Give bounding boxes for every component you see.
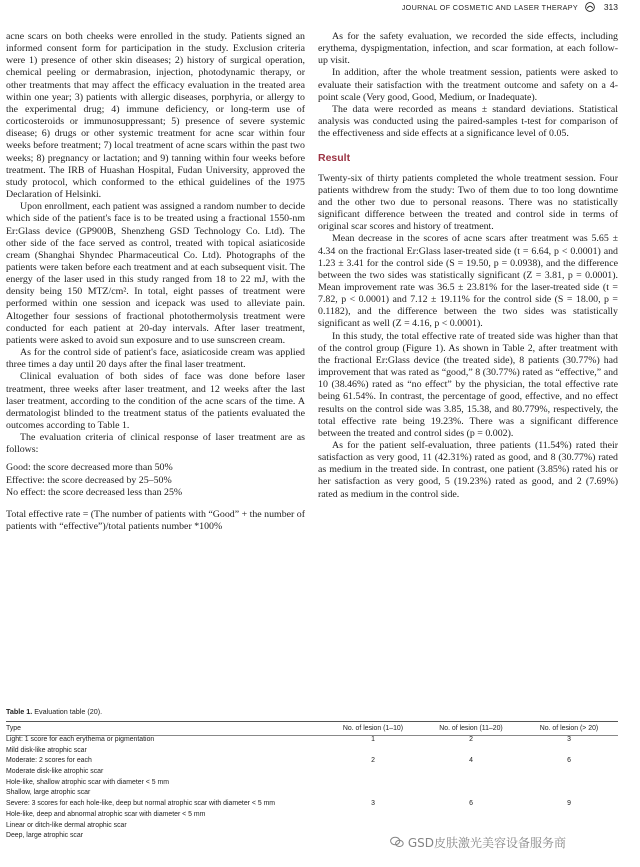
table-cell: 6 [469, 800, 473, 808]
column-header: Type [6, 722, 324, 736]
evaluation-table [6, 721, 618, 843]
table-row [6, 768, 618, 779]
table-cell: Deep, large atrophic scar [6, 832, 83, 840]
table-cell: Linear or ditch-like dermal atrophic scar [6, 821, 127, 829]
column-header: No. of lesion (> 20) [520, 722, 618, 736]
table-cell: Moderate: 2 scores for each [6, 757, 92, 765]
section-heading-result: Result [318, 152, 351, 165]
table-cell: Hole-like, deep and abnormal atrophic scar with diameter < 5 mm [6, 810, 206, 818]
table-cell: Severe: 3 scores for each hole-like, deep but normal atrophic scar with diameter < 5 mm [6, 800, 276, 808]
table-caption [6, 707, 102, 716]
wechat-icon [390, 836, 404, 848]
watermark [390, 834, 566, 851]
paragraph: In this study, the total effective rate of treated side was higher than that of the control group (Figure 1). As shown in Table 2, after treatment with the fractional Er:Glass device (the treated side), 8 patients (30.77%) had improvement that was rated as “good,” 8 (30.77%) rated as “effective,” and 10 (38.46%) rated as “no effect” by the physician, the total effective rate being 61.54%. In contrast, the percentage of good, effective, and no effect results on the control side was 3.85, 15.38, and 80.779%, respectively, the total effective rate being 19.23%. There was a significant difference between the treated and control sides (p = 0.002). [318, 330, 618, 439]
table-cell: 2 [469, 736, 473, 743]
column-header: No. of lesion (11–20) [422, 722, 520, 736]
paragraph: In addition, after the whole treatment session, patients were asked to evaluate their satisfaction with the treatment outcome and safety on a 4-point scale (Very good, Good, Medium, or Inadequate). [318, 67, 618, 103]
table-row [6, 800, 618, 811]
paragraph: Upon enrollment, each patient was assigned a random number to decide which side of the patient's face is to be treated using a fractional 1550-nm Er:Glass device (GP900B, Shenzheng GSD Technology Co. Ltd). The other side of the face served as control, treated with topical asiaticoside cream (Shanghai Shyndec Pharmaceutical Co. Ltd). Photographs of the patients were taken before each treatment and at each subsequent visit. The energy of the laser used in this study ranged from 18 to 22 mJ, with the density being 150 MTZ/cm². In total, eight passes of treatment were performed within one session and icepack was used to alleviate pain. Altogether four sessions of fractional photothermolysis treatment were conducted for each patient at 20-day intervals. After laser treatment, patients were asked to avoid sun exposure and to use sunscreen cream. [6, 201, 305, 346]
table-row [6, 789, 618, 800]
table-cell: Shallow, large atrophic scar [6, 789, 91, 797]
table-cell: 1 [371, 736, 375, 743]
paragraph: The data were recorded as means ± standard deviations. Statistical analysis was conducted using the paired-samples t-test for comparison of the effectiveness and side effects at a significance level of 0.05. [318, 103, 618, 140]
table-row [6, 822, 618, 833]
page-number: 313 [603, 2, 618, 12]
column-header: No. of lesion (1–10) [324, 722, 422, 736]
page-header [0, 0, 640, 16]
table-row [6, 757, 618, 768]
right-column [318, 31, 618, 501]
paragraph: Clinical evaluation of both sides of face was done before laser treatment, three weeks after laser treatment, and 12 weeks after the last laser treatment, according to the condition of the acne scars of the time. A dermatologist blinded to the treatment status of the patients evaluated the outcomes according to Table 1. [6, 371, 305, 431]
table-cell: 4 [469, 757, 473, 765]
criteria-good: Good: the score decreased more than 50% [6, 462, 173, 474]
paragraph: acne scars on both cheeks were enrolled in the study. Patients signed an informed consent form for participation in the study. Exclusion criteria were 1) presence of other skin diseases; 2) history of surgical operation, chemical peeling or dermabrasion, injection, photodynamic therapy, or other treatments that may affect the efficacy evaluation in the treated area within one year; 3) patients with allergic diseases, porphyria, or allergy to the experimental drug; 4) immune deficiency, or long-term use of corticosteroids or immunosuppressant; 5) presence of severe systemic disease; 6) drugs or other systemic treatment for acne scar within four weeks before treatment; 7) local treatment of acne scars within the past two weeks; 8) pregnancy or lactation; and 9) tanning within four weeks before treatment. The IRB of Huashan Hospital, Fudan University, approved the study protocol, which conformed to the ethical guidelines of the 1975 Declaration of Helsinki. [6, 31, 305, 201]
table-cell: 6 [567, 757, 571, 765]
watermark-text: GSD皮肤激光美容设备服务商 [407, 836, 566, 850]
table-cell: Light: 1 score for each erythema or pigmentation [6, 736, 155, 743]
table-cell: Moderate disk-like atrophic scar [6, 768, 104, 776]
table-row [6, 811, 618, 822]
table-row [6, 736, 618, 747]
left-column [6, 31, 305, 533]
table-cell: 9 [567, 800, 571, 808]
table-cell: Hole-like, shallow atrophic scar with diameter < 5 mm [6, 778, 169, 786]
table-row [6, 779, 618, 790]
table-header-row [6, 722, 618, 736]
paragraph: As for the control side of patient's face, asiaticoside cream was applied three times a day until 20 days after the final laser treatment. [6, 347, 305, 371]
table-label: Table 1. [6, 707, 33, 716]
paragraph: Mean decrease in the scores of acne scars after treatment was 5.65 ± 4.34 on the fractional Er:Glass laser-treated side (t = 6.64, p < 0.0001) and 1.23 ± 3.41 for the control side (S = 19.50, p = 0.0938), and the difference between the two sides was statistically significant (Z = 3.81, p = 0.0001). Mean improvement rate was 36.5 ± 23.81% for the laser-treated side (t = 7.82, p < 0.0001) and 7.12 ± 19.11% for the control side (S = 18.00, p = 0.1182), and the difference between the two sides was statistically significant as well (Z = 4.16, p < 0.0001). [318, 233, 618, 330]
table-cell: 3 [567, 736, 571, 743]
table-row [6, 747, 618, 758]
table-cell: 3 [371, 800, 375, 808]
paragraph: As for the safety evaluation, we recorded the side effects, including erythema, dyspigmentation, infection, and scar formation, at each follow-up visit. [318, 31, 618, 67]
journal-logo-icon [585, 2, 595, 12]
paragraph: As for the patient self-evaluation, three patients (11.54%) rated their satisfaction as very good, 11 (42.31%) rated as good, and 8 (30.77%) rated as medium in the treated side. In contrast, one patient (3.85%) rated his or her satisfaction as very good, 5 (19.23%) rated as good, and 2 (7.69%) rated as medium in the control side. [318, 440, 618, 500]
paragraph: Twenty-six of thirty patients completed the whole treatment session. Four patients withdrew from the study: Two of them due to too long downtime and the other two due to personal reasons. There was no statistically significant difference between the treated and control side in terms of original scar scores and history of treatment. [318, 172, 618, 233]
criteria-effective: Effective: the score decreased by 25–50% [6, 474, 172, 486]
criteria-no-effect: No effect: the score decreased less than 25% [6, 486, 183, 498]
table-cell: Mild disk-like atrophic scar [6, 746, 87, 754]
effective-rate-formula: Total effective rate = (The number of patients with “Good” + the number of patients with “effective”)/total patients number *100% [6, 508, 306, 533]
paragraph: The evaluation criteria of clinical response of laser treatment are as follows: [6, 432, 305, 456]
journal-title: JOURNAL OF COSMETIC AND LASER THERAPY [401, 3, 578, 12]
table-title: Evaluation table (20). [34, 707, 103, 716]
table-cell: 2 [371, 757, 375, 765]
